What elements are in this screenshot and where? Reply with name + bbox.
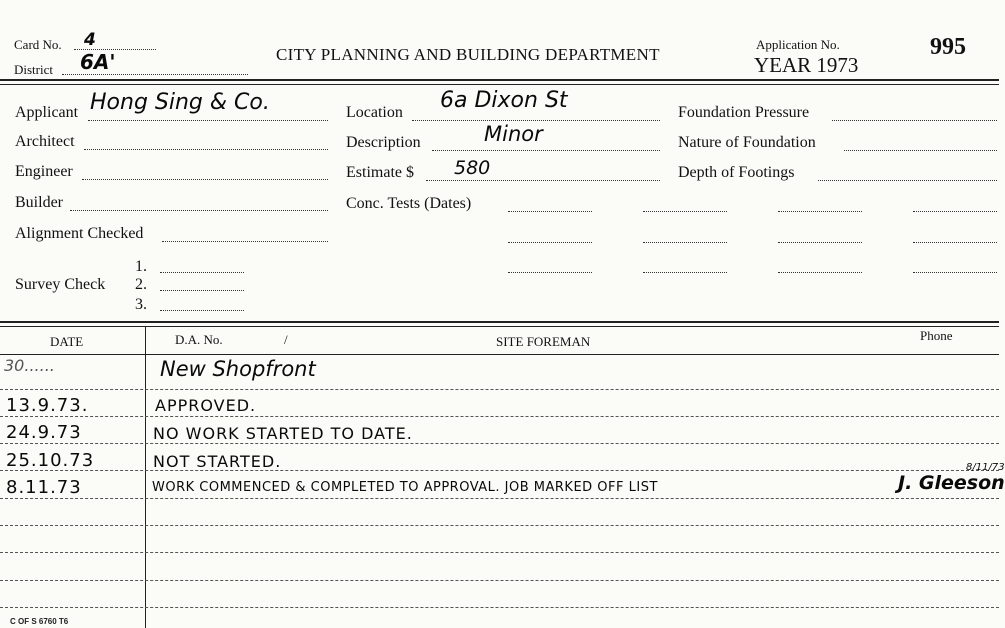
row-line bbox=[0, 525, 999, 526]
applicant-line bbox=[88, 120, 328, 121]
table-row-date: 13.9.73. bbox=[6, 395, 89, 416]
table-row-entry: New Shopfront bbox=[160, 357, 316, 381]
applicant-label: Applicant bbox=[15, 104, 79, 121]
application-no-label: Application No. bbox=[756, 37, 840, 52]
depth-footings-line bbox=[818, 180, 997, 181]
builder-line bbox=[70, 210, 328, 211]
location-label: Location bbox=[346, 104, 403, 121]
table-top-rule-thin bbox=[0, 326, 999, 327]
description-label: Description bbox=[346, 134, 421, 151]
card-no-value: 4 bbox=[84, 30, 96, 50]
conc-test-blank bbox=[913, 211, 997, 212]
conc-test-blank bbox=[508, 272, 592, 273]
survey-item-1: 1. bbox=[135, 258, 147, 275]
application-number: 995 bbox=[930, 34, 966, 60]
row-line bbox=[0, 443, 999, 444]
conc-test-blank bbox=[643, 242, 727, 243]
row-line bbox=[0, 470, 999, 471]
foreman-signature: J. Gleeson bbox=[898, 472, 1005, 494]
estimate-value: 580 bbox=[454, 157, 491, 179]
row-line bbox=[0, 580, 999, 581]
conc-test-blank bbox=[508, 211, 592, 212]
estimate-line bbox=[426, 180, 660, 181]
survey-line-3 bbox=[160, 310, 244, 311]
table-header-rule bbox=[0, 354, 999, 355]
conc-test-blank bbox=[643, 211, 727, 212]
row-line bbox=[0, 416, 999, 417]
alignment-label: Alignment Checked bbox=[15, 225, 144, 242]
architect-label: Architect bbox=[15, 133, 75, 150]
header-phone: Phone bbox=[920, 328, 953, 343]
year-label: YEAR 1973 bbox=[754, 53, 859, 77]
table-row-entry: APPROVED. bbox=[155, 396, 257, 415]
alignment-line bbox=[162, 241, 328, 242]
foundation-pressure-line bbox=[832, 120, 997, 121]
row-line bbox=[0, 498, 999, 499]
survey-line-2 bbox=[160, 290, 244, 291]
location-line bbox=[412, 120, 660, 121]
conc-test-blank bbox=[778, 211, 862, 212]
conc-test-blank bbox=[643, 272, 727, 273]
district-value: 6A' bbox=[80, 50, 116, 74]
header-date: DATE bbox=[50, 334, 84, 349]
foundation-pressure-label: Foundation Pressure bbox=[678, 104, 810, 121]
depth-footings-label: Depth of Footings bbox=[678, 164, 795, 181]
architect-line bbox=[84, 149, 328, 150]
row-line bbox=[0, 389, 999, 390]
form-code: C OF S 6760 T6 bbox=[10, 617, 69, 626]
department-title: CITY PLANNING AND BUILDING DEPARTMENT bbox=[276, 45, 660, 64]
nature-foundation-label: Nature of Foundation bbox=[678, 134, 816, 151]
date-column-divider bbox=[145, 326, 146, 628]
district-label: District bbox=[14, 62, 53, 77]
estimate-label: Estimate $ bbox=[346, 164, 414, 181]
survey-line-1 bbox=[160, 272, 244, 273]
table-row-entry: NO WORK STARTED TO DATE. bbox=[153, 424, 413, 443]
card-no-label: Card No. bbox=[14, 37, 62, 52]
conc-test-blank bbox=[508, 242, 592, 243]
nature-foundation-line bbox=[844, 150, 997, 151]
header-rule-thin bbox=[0, 84, 999, 85]
conc-test-blank bbox=[913, 272, 997, 273]
table-row-entry: WORK COMMENCED & COMPLETED TO APPROVAL. JOB MARKED OFF LIST bbox=[152, 480, 658, 495]
table-row-entry: NOT STARTED. bbox=[153, 452, 282, 471]
header-site-foreman: SITE FOREMAN bbox=[496, 334, 591, 349]
conc-test-blank bbox=[778, 272, 862, 273]
description-line bbox=[432, 150, 660, 151]
survey-label: Survey Check bbox=[15, 276, 106, 293]
builder-label: Builder bbox=[15, 194, 63, 211]
table-row-date: 24.9.73 bbox=[6, 422, 82, 443]
header-rule bbox=[0, 79, 999, 81]
conc-test-blank bbox=[778, 242, 862, 243]
conc-tests-label: Conc. Tests (Dates) bbox=[346, 195, 472, 212]
signature-date: 8/11/73 bbox=[966, 462, 1005, 473]
table-top-rule bbox=[0, 321, 999, 323]
survey-item-3: 3. bbox=[135, 296, 147, 313]
survey-item-2: 2. bbox=[135, 276, 147, 293]
header-slash: / bbox=[284, 332, 288, 347]
district-line bbox=[62, 74, 248, 75]
table-row-date: 8.11.73 bbox=[6, 477, 82, 498]
row-line bbox=[0, 552, 999, 553]
applicant-value: Hong Sing & Co. bbox=[90, 90, 270, 115]
engineer-label: Engineer bbox=[15, 163, 73, 180]
row-line bbox=[0, 607, 999, 608]
table-row-date: 30...... bbox=[4, 356, 55, 375]
conc-test-blank bbox=[913, 242, 997, 243]
location-value: 6a Dixon St bbox=[440, 88, 568, 113]
table-row-date: 25.10.73 bbox=[6, 450, 95, 471]
header-da-no: D.A. No. bbox=[175, 332, 223, 347]
description-value: Minor bbox=[484, 122, 543, 146]
engineer-line bbox=[82, 179, 328, 180]
